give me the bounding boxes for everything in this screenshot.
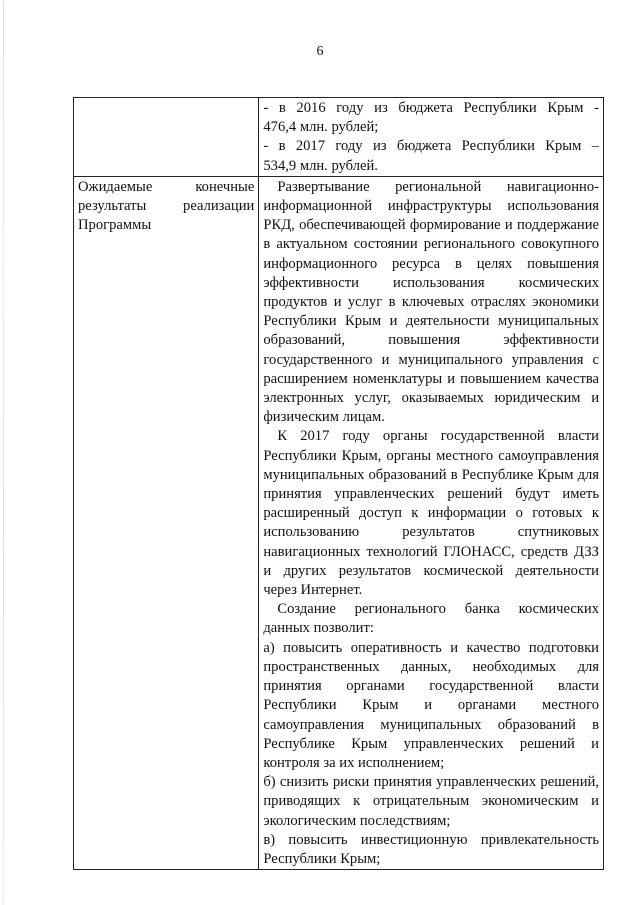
results-list-item: а) повысить оперативность и качество подготовки пространственных данных, необходимых для принятия органами государственной власти Республики Крым и органами местного самоуправления муниципальных образований в Республике Крым управленческих решений и контроля за их исполнением; <box>263 639 599 771</box>
results-paragraph: К 2017 году органы государственной власти Республики Крым, органы местного самоуправления муниципальных образований в Республике Крым для принятия управленческих решений будут иметь расширенный доступ к информации о готовых к использованию результатов спутниковых навигационных технологий ГЛОНАСС, средств ДЗЗ и других результатов космической деятельности через Интернет. <box>263 428 599 599</box>
scan-edge <box>3 0 4 905</box>
label-line <box>78 197 254 216</box>
row-label-empty <box>74 98 259 177</box>
table-row <box>74 98 604 177</box>
table-row <box>74 176 604 869</box>
label-line <box>78 178 254 197</box>
results-paragraph: Создание регионального банка космических данных позволит: <box>263 601 599 637</box>
label-word: конечные <box>195 178 255 195</box>
expected-results-cell <box>259 176 604 869</box>
funding-item-2017-lead: - в 2017 году из бюджета Республики Крым – <box>263 138 599 155</box>
funding-item-2016-tail: 476,4 млн. рублей; <box>263 119 379 136</box>
row-label-expected-results <box>74 176 259 869</box>
funding-item-2016-lead: - в 2016 году из бюджета Республики Крым - <box>263 100 599 116</box>
label-word: реализации <box>183 198 255 215</box>
funding-cell <box>259 98 604 177</box>
program-passport-table <box>73 97 604 870</box>
results-paragraph: Развертывание региональной навигационно-информационной инфраструктуры использования РКД, обеспечивающей формирование и поддержание в актуальном состоянии регионального совокупного информационного ресурса в целях повышения эффективности использования космических продуктов и услуг в ключевых отраслях экономики Республики Крым и деятельности муниципальных образований, повышения эффективности государственного и муниципального управления с расширением номенклатуры и повышением качества электронных услуг, оказываемых юридическим и физическим лицам. <box>263 178 599 426</box>
funding-item-2017-tail: 534,9 млн. рублей. <box>263 157 378 174</box>
page-number: 6 <box>316 44 324 59</box>
results-list-item: в) повысить инвестиционную привлекательность Республики Крым; <box>263 831 599 867</box>
label-line <box>78 216 254 235</box>
label-word: Ожидаемые <box>78 178 153 195</box>
label-word: Программы <box>78 217 152 234</box>
results-list-item: б) снизить риски принятия управленческих решений, приводящих к отрицательным экономическим и экологическим последствиям; <box>263 774 599 829</box>
label-word: результаты <box>78 198 147 215</box>
